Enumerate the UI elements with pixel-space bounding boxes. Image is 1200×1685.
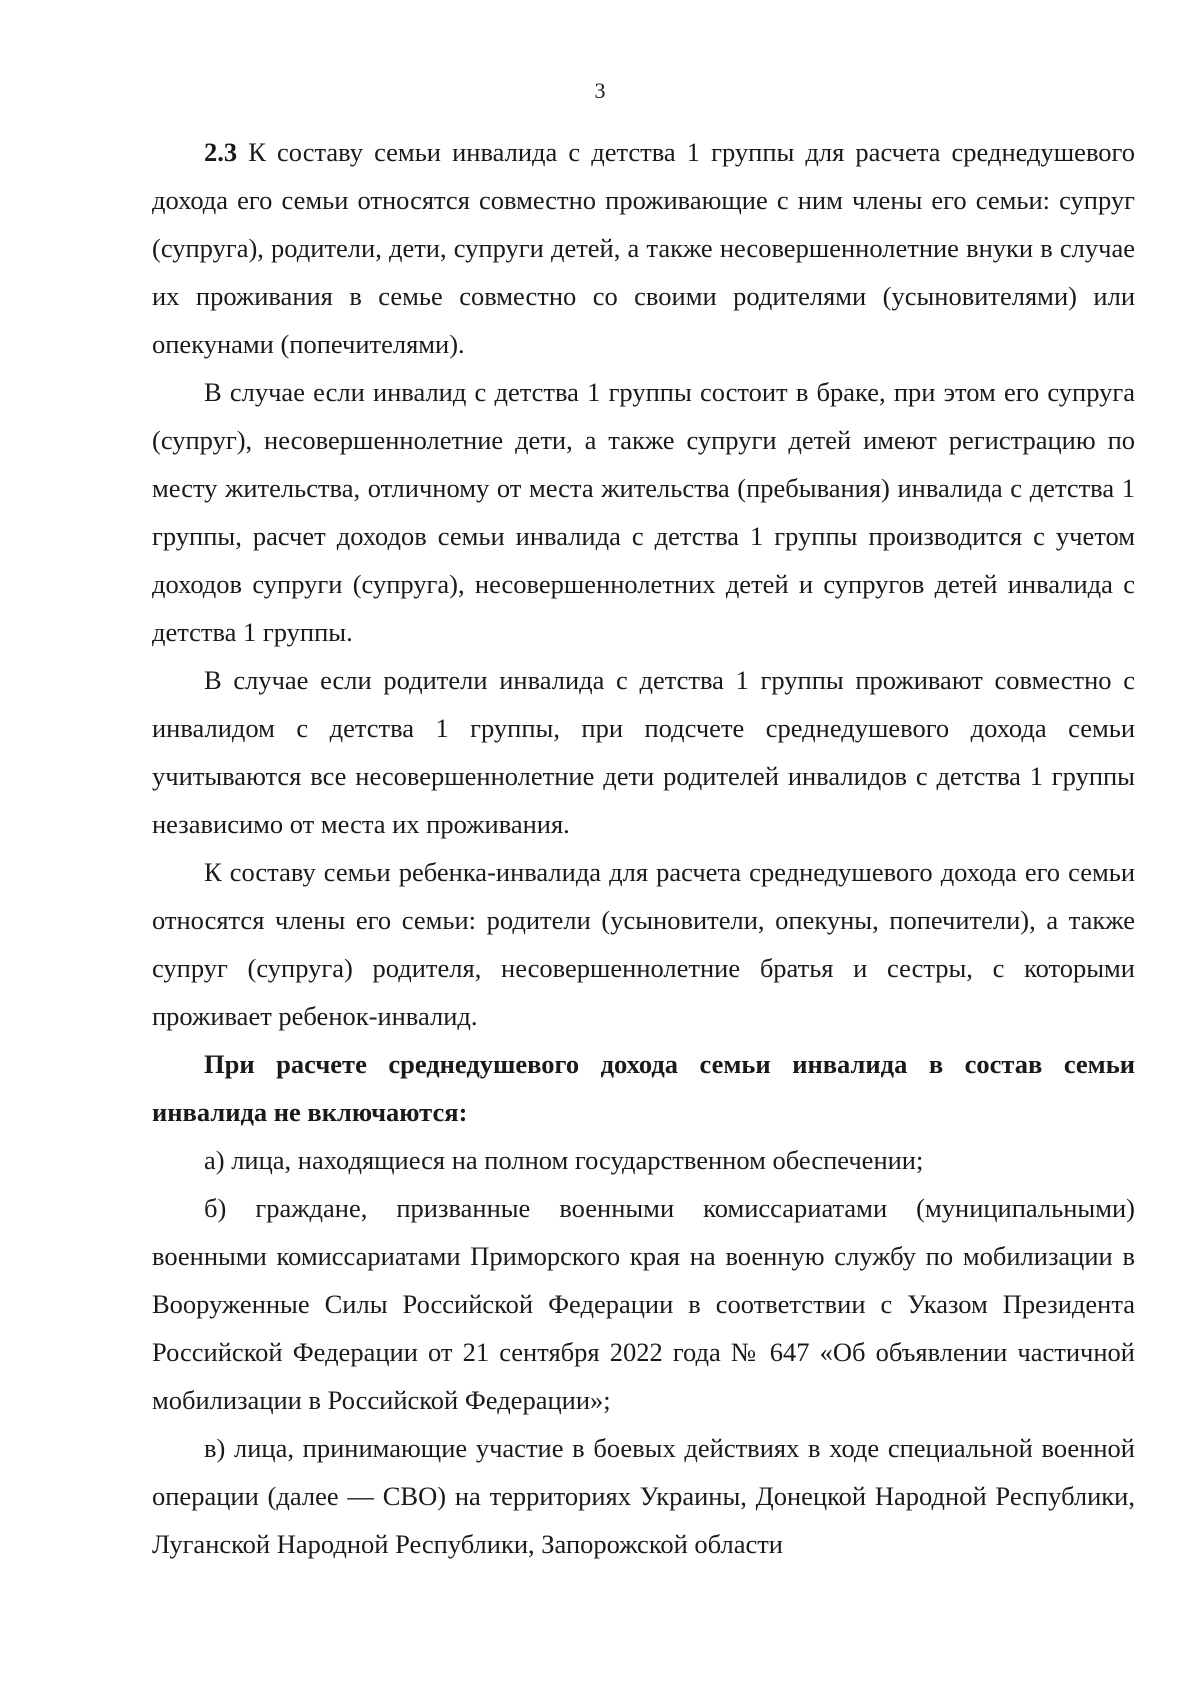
list-item-v: в) лица, принимающие участие в боевых действиях в ходе специальной военной операции (далее — СВО) на территориях Украины, Донецкой Народной Республики, Луганской Народной Республики, Запорожской области	[152, 1433, 1135, 1559]
document-body	[152, 128, 1135, 1568]
paragraph-exclusions-heading: При расчете среднедушевого дохода семьи инвалида в состав семьи инвалида не включаются:	[152, 1049, 1135, 1127]
list-item-a: а) лица, находящиеся на полном государственном обеспечении;	[204, 1145, 924, 1175]
paragraph-child-family: К составу семьи ребенка-инвалида для расчета среднедушевого дохода его семьи относятся члены его семьи: родители (усыновители, опекуны, попечители), а также супруг (супруга) родителя, несовершеннолетние братья и сестры, с которыми проживает ребенок-инвалид.	[152, 857, 1135, 1031]
list-item-b: б) граждане, призванные военными комиссариатами (муниципальными) военными комиссариатами Приморского края на военную службу по мобилизации в Вооруженные Силы Российской Федерации в соответствии с Указом Президента Российской Федерации от 21 сентября 2022 года № 647 «Об объявлении частичной мобилизации в Российской Федерации»;	[152, 1193, 1135, 1415]
section-number: 2.3	[204, 137, 238, 167]
paragraph-2-3	[152, 128, 1135, 368]
paragraph-text: К составу семьи инвалида с детства 1 группы для расчета среднедушевого дохода его семьи относятся совместно проживающие с ним члены его семьи: супруг (супруга), родители, дети, супруги детей, а также несовершеннолетние внуки в случае их проживания в семье совместно со своими родителями (усыновителями) или опекунами (попечителями).	[152, 137, 1135, 359]
paragraph-marriage-case: В случае если инвалид с детства 1 группы состоит в браке, при этом его супруга (супруг), несовершеннолетние дети, а также супруги детей имеют регистрацию по месту жительства, отличному от места жительства (пребывания) инвалида с детства 1 группы, расчет доходов семьи инвалида с детства 1 группы производится с учетом доходов супруги (супруга), несовершеннолетних детей и супругов детей инвалида с детства 1 группы.	[152, 377, 1135, 647]
paragraph-parents-case: В случае если родители инвалида с детства 1 группы проживают совместно с инвалидом с детства 1 группы, при подсчете среднедушевого дохода семьи учитываются все несовершеннолетние дети родителей инвалидов с детства 1 группы независимо от места их проживания.	[152, 665, 1135, 839]
page-number: 3	[594, 78, 606, 103]
